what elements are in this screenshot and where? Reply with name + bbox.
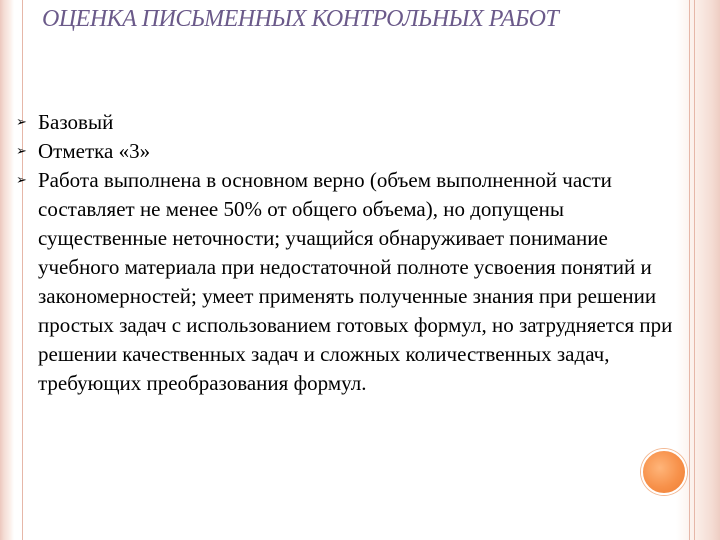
arrow-bullet-icon: ➢	[16, 173, 27, 188]
slide-title: ОЦЕНКА ПИСЬМЕННЫХ КОНТРОЛЬНЫХ РАБОТ	[42, 6, 559, 32]
arrow-bullet-icon: ➢	[16, 144, 27, 159]
right-border-line-outer	[694, 0, 695, 540]
left-border-decoration	[0, 0, 14, 540]
list-item	[16, 166, 688, 398]
list-item	[16, 108, 688, 137]
list-item-text: Отметка «3»	[38, 139, 151, 163]
list-item-text: Работа выполнена в основном верно (объем выполненной части составляет не менее 50% от общего объема), но допущены существенные неточности; учащийся обнаруживает понимание учебного материала при недостаточной полноте усвоения понятий и закономерностей; умеет применять полученные знания при решении простых задач с использованием готовых формул, но затрудняется при решении качественных задач и сложных количественных задач, требующих преобразования формул.	[38, 168, 673, 395]
arrow-bullet-icon: ➢	[16, 115, 27, 130]
list-item	[16, 137, 688, 166]
bullet-list	[16, 108, 688, 398]
right-border-line	[689, 0, 690, 540]
list-item-text: Базовый	[38, 110, 114, 134]
decorative-circle	[641, 449, 687, 495]
